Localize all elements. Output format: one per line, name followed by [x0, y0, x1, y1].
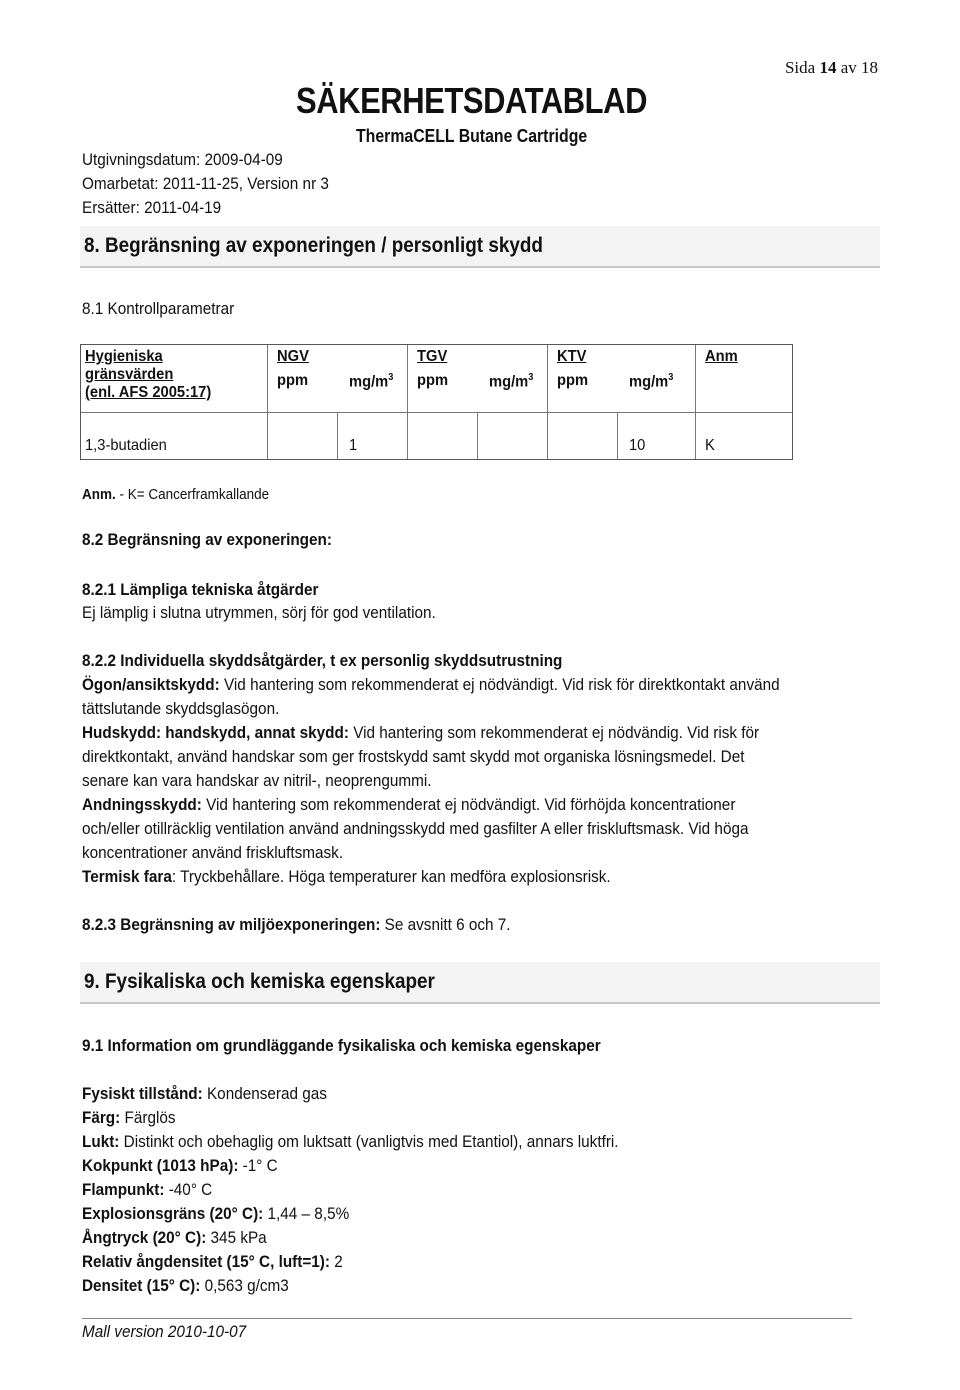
- table-header-ktv: KTV: [557, 348, 587, 365]
- eye-protection-line1: Ögon/ansiktskydd: Vid hantering som rekommenderat ej nödvändigt. Vid risk för direktkontakt använd: [82, 675, 780, 694]
- ktv-mg-header: $mg/m^3$: [629, 372, 674, 391]
- table-header-ngv: NGV: [277, 348, 309, 365]
- section-8-1-title: 8.1 Kontrollparametrar: [82, 299, 235, 318]
- section-9-1-title: 9.1 Information om grundläggande fysikaliska och kemiska egenskaper: [82, 1036, 601, 1055]
- product-name: ThermaCELL Butane Cartridge: [356, 126, 588, 146]
- property-flash-point: Flampunkt: -40° C: [82, 1180, 213, 1199]
- ngv-ppm-header: ppm: [277, 372, 309, 389]
- table-header-limits: Hygieniska gränsvärden (enl. AFS 2005:17): [85, 348, 212, 401]
- property-odor: Lukt: Distinkt och obehaglig om luktsatt (vanligtvis med Etantiol), annars luktfri.: [82, 1132, 619, 1151]
- property-color: Färg: Färglös: [82, 1108, 176, 1127]
- section-8-2-2-title: 8.2.2 Individuella skyddsåtgärder, t ex personlig skyddsutrustning: [82, 651, 563, 670]
- property-boiling-point: Kokpunkt (1013 hPa): -1° C: [82, 1156, 278, 1175]
- section-8-2-1-title: 8.2.1 Lämpliga tekniska åtgärder: [82, 580, 319, 599]
- section-9-heading: 9. Fysikaliska och kemiska egenskaper: [80, 962, 880, 1004]
- respiratory-protection-line3: koncentrationer använd friskluftsmask.: [82, 843, 344, 862]
- row-substance: 1,3-butadien: [85, 437, 167, 454]
- section-8-2-1-text: Ej lämplig i slutna utrymmen, sörj för god ventilation.: [82, 603, 436, 622]
- respiratory-protection-line1: Andningsskydd: Vid hantering som rekommenderat ej nödvändigt. Vid förhöjda koncentrationer: [82, 795, 736, 814]
- property-physical-state: Fysiskt tillstånd: Kondenserad gas: [82, 1084, 327, 1103]
- eye-protection-line2: tättslutande skyddsglasögon.: [82, 699, 280, 718]
- document-title: SÄKERHETSDATABLAD: [296, 80, 648, 121]
- row-ktv-mg: 10: [629, 437, 646, 454]
- skin-protection-line3: senare kan vara handskar av nitril-, neoprengummi.: [82, 771, 432, 790]
- property-vapor-pressure: Ångtryck (20° C): 345 kPa: [82, 1228, 267, 1247]
- property-vapor-density: Relativ ångdensitet (15° C, luft=1): 2: [82, 1252, 343, 1271]
- tgv-mg-header: $mg/m^3$: [489, 372, 534, 391]
- replaces-date: Ersätter: 2011-04-19: [82, 198, 222, 217]
- page-number: Sida 14 av 18: [784, 58, 878, 77]
- skin-protection-line2: direktkontakt, använd handskar som ger frostskydd samt skydd mot organiska lösningsmedel. Det: [82, 747, 745, 766]
- property-explosion-limits: Explosionsgräns (20° C): 1,44 – 8,5%: [82, 1204, 350, 1223]
- row-anm: K: [705, 437, 715, 454]
- ktv-ppm-header: ppm: [557, 372, 589, 389]
- row-ngv-ppm: 1: [349, 437, 358, 454]
- issue-date: Utgivningsdatum: 2009-04-09: [82, 150, 283, 169]
- section-8-heading: 8. Begränsning av exponeringen / personligt skydd: [80, 226, 880, 268]
- section-8-2-title: 8.2 Begränsning av exponeringen:: [82, 530, 332, 549]
- footer-template-version: Mall version 2010-10-07: [82, 1322, 247, 1341]
- table-header-tgv: TGV: [417, 348, 448, 365]
- exposure-limits-table: [80, 344, 793, 460]
- footer-divider: [82, 1318, 852, 1319]
- table-note: Anm. - K= Cancerframkallande: [82, 486, 270, 503]
- thermal-hazard: Termisk fara: Tryckbehållare. Höga temperaturer kan medföra explosionsrisk.: [82, 867, 611, 886]
- section-8-2-3: 8.2.3 Begränsning av miljöexponeringen: Se avsnitt 6 och 7.: [82, 915, 511, 934]
- table-header-anm: Anm: [705, 348, 738, 365]
- skin-protection-line1: Hudskydd: handskydd, annat skydd: Vid hantering som rekommenderat ej nödvändig. Vid risk för: [82, 723, 760, 742]
- respiratory-protection-line2: och/eller otillräcklig ventilation använd andningsskydd med gasfilter A eller friskluftsmask. Vid höga: [82, 819, 749, 838]
- ngv-mg-header: $mg/m^3$: [349, 372, 394, 391]
- tgv-ppm-header: ppm: [417, 372, 449, 389]
- property-density: Densitet (15° C): 0,563 g/cm3: [82, 1276, 289, 1295]
- revised-date: Omarbetat: 2011-11-25, Version nr 3: [82, 174, 329, 193]
